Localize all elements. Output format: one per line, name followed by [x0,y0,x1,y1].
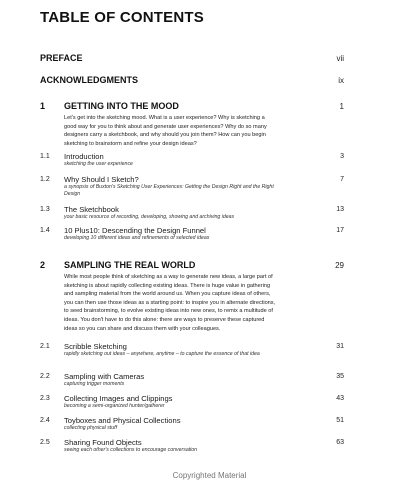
section-title: Toyboxes and Physical Collections [64,416,181,425]
section-number: 1.3 [40,206,50,213]
chapter-description: While most people think of sketching as a way to generate new ideas, a large part of sketching is about rapidly collecting existing ideas. There is huge value in gathering and sampling material from the world around us. When you capture ideas of others, you can then use those ideas as a starting point: to inspire you in alternate directions, to seed brainstorming, to evolve existing ideas into new ones, to remix a multitude of ideas. You don't have to do this alone: there are ways to preserve these captured ideas so you can share and discuss them with your colleagues. [64,274,276,332]
section-subtitle: seeing each other's collections to encourage conversation [64,447,198,453]
section-subtitle: capturing trigger moments [64,381,125,387]
section-subtitle: becoming a semi-organized hunter/gatherer [64,403,165,409]
toc-entry-acknowledgments: ACKNOWLEDGMENTS [40,75,138,85]
chapter-number: 2 [40,260,46,270]
chapter-description: Let's get into the sketching mood. What is a user experience? Why is sketching a good way for you to think about and generate user experiences? Why do so many designers carry a sketchbook, and why should you join them? How can you begin sketching to brainstorm and refine your design ideas? [64,115,267,147]
section-title: 10 Plus10: Descending the Design Funnel [64,226,206,235]
section-title: Introduction [64,152,104,161]
chapter-page-number: 1 [339,102,344,111]
page-number-preface: vii [336,54,344,63]
copyright-notice: Copyrighted Material [172,471,247,480]
section-title: Sharing Found Objects [64,438,142,447]
page-title: TABLE OF CONTENTS [40,9,204,26]
section-page-number: 51 [336,417,344,424]
section-page-number: 7 [340,176,344,183]
chapter-title: SAMPLING THE REAL WORLD [64,260,196,270]
section-title: The Sketchbook [64,205,119,214]
toc-entry-preface: PREFACE [40,53,83,63]
chapter-page-number: 29 [335,261,344,270]
section-page-number: 13 [336,206,344,213]
section-title: Scribble Sketching [64,342,127,351]
section-page-number: 63 [336,439,344,446]
section-number: 1.2 [40,176,50,183]
section-title: Collecting Images and Clippings [64,394,173,403]
chapter-number: 1 [40,101,46,111]
section-title: Sampling with Cameras [64,372,145,381]
section-number: 1.4 [40,227,50,234]
section-page-number: 17 [336,227,344,234]
section-subtitle: sketching the user experience [64,161,133,167]
section-subtitle: rapidly sketching out ideas – anywhere, anytime – to capture the essence of that idea [64,351,260,357]
section-page-number: 43 [336,395,344,402]
section-number: 2.2 [40,373,50,380]
page-number-acknowledgments: ix [338,76,344,85]
section-number: 2.4 [40,417,50,424]
section-number: 2.5 [40,439,50,446]
section-subtitle: collecting physical stuff [64,425,118,431]
section-subtitle: developing 10 different ideas and refinements of selected ideas [64,235,210,241]
section-number: 1.1 [40,153,50,160]
section-number: 2.3 [40,395,50,402]
section-number: 2.1 [40,343,50,350]
chapter-title: GETTING INTO THE MOOD [64,101,179,111]
section-page-number: 3 [340,153,344,160]
section-page-number: 31 [336,343,344,350]
section-subtitle: your basic resource of recording, developing, showing and archiving ideas [64,214,235,220]
section-page-number: 35 [336,373,344,380]
section-subtitle: a synopsis of Buxton's Sketching User Experiences: Getting the Design Right and the Right Design [64,184,274,198]
section-title: Why Should I Sketch? [64,175,139,184]
